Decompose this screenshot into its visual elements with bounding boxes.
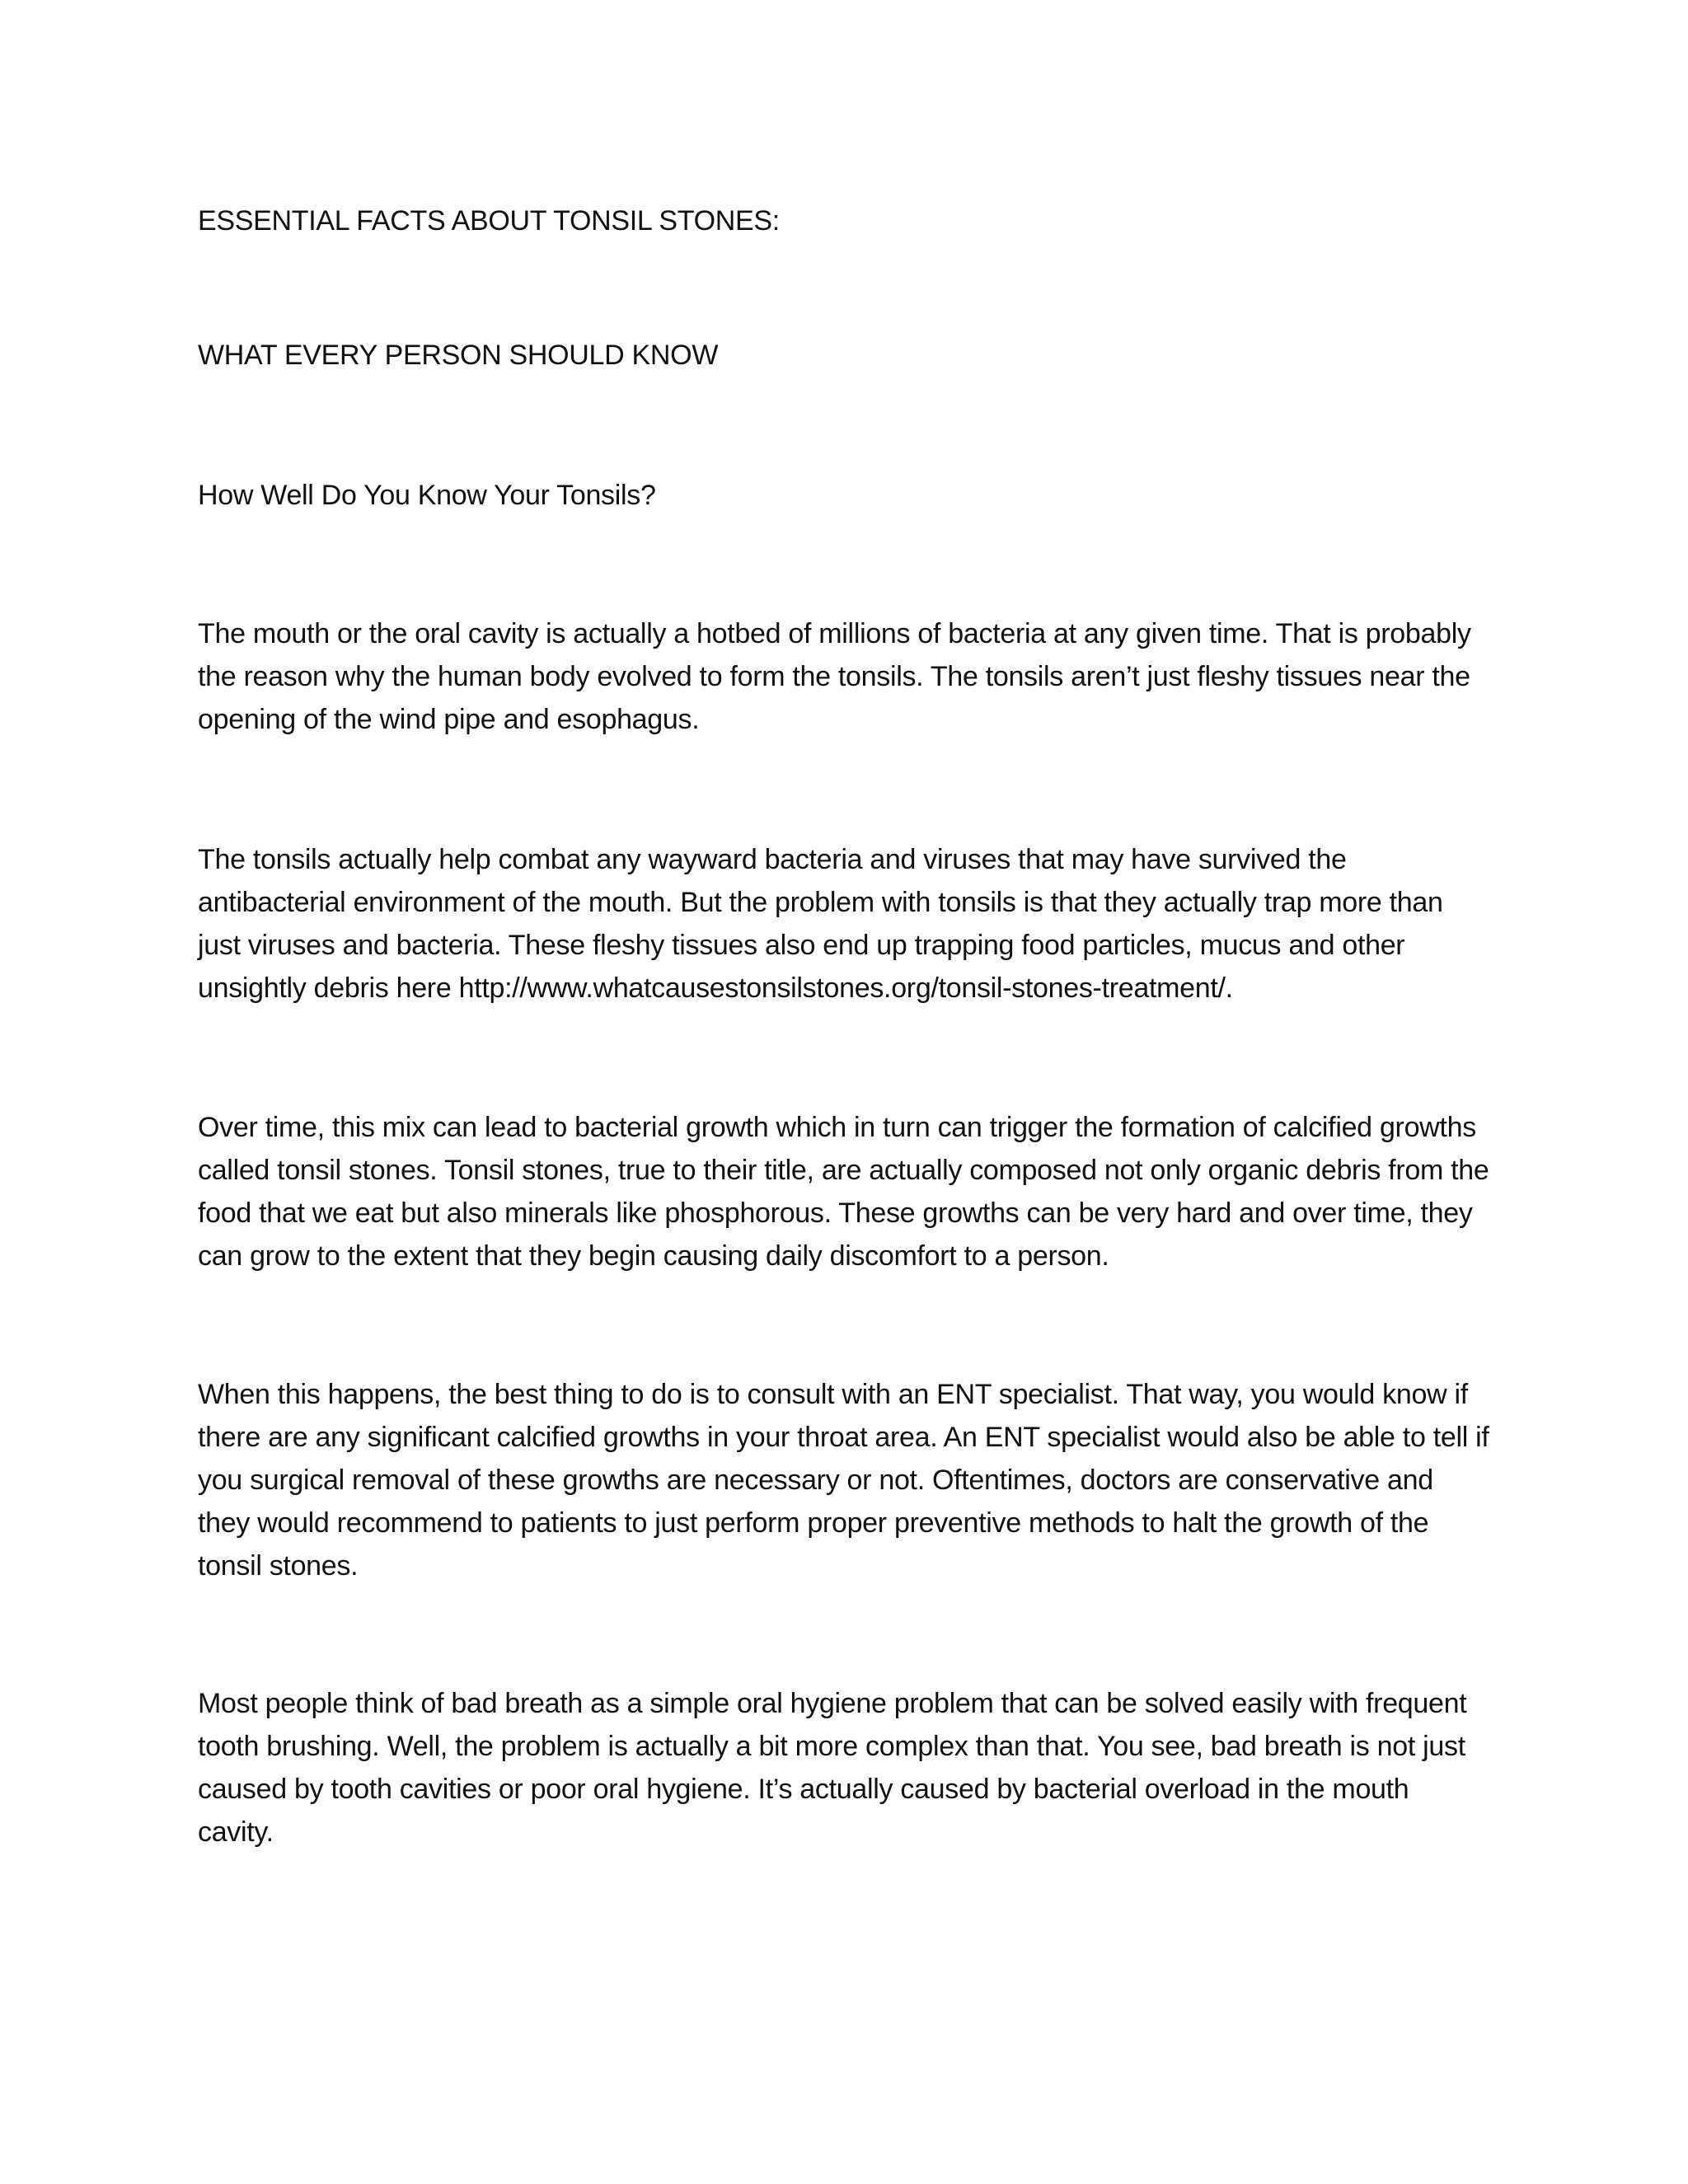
- paragraph-2: The tonsils actually help combat any wayward bacteria and viruses that may have survived the antibacterial environment of the mouth. But the problem with tonsils is that they actually trap more than just viruses and bacteria. These fleshy tissues also end up trapping food particles, mucus and other unsightly debris here http://www.whatcausestonsilstones.org/tonsil-stones-treatment/.: [198, 844, 1443, 1004]
- document-subtitle: WHAT EVERY PERSON SHOULD KNOW: [198, 340, 719, 371]
- paragraph-4: When this happens, the best thing to do is to consult with an ENT specialist. That way, you would know if there are any significant calcified growths in your throat area. An ENT specialist would also be able to tell if you surgical removal of these growths are necessary or not. Oftentimes, doctors are conservative and they would recommend to patients to just perform proper preventive methods to halt the growth of the tonsil stones.: [198, 1379, 1489, 1582]
- document-title: ESSENTIAL FACTS ABOUT TONSIL STONES:: [198, 205, 780, 237]
- section-heading: How Well Do You Know Your Tonsils?: [198, 480, 656, 511]
- paragraph-1: The mouth or the oral cavity is actually a hotbed of millions of bacteria at any given time. That is probably the reason why the human body evolved to form the tonsils. The tonsils aren’t just fleshy tissues near the opening of the wind pipe and esophagus.: [198, 618, 1471, 735]
- paragraph-5: Most people think of bad breath as a simple oral hygiene problem that can be solved easily with frequent tooth brushing. Well, the problem is actually a bit more complex than that. You see, bad breath is not just caused by tooth cavities or poor oral hygiene. It’s actually caused by bacterial overload in the mouth cavity.: [198, 1688, 1467, 1848]
- paragraph-3: Over time, this mix can lead to bacterial growth which in turn can trigger the formation of calcified growths called tonsil stones. Tonsil stones, true to their title, are actually composed not only organic debris from the food that we eat but also minerals like phosphorous. These growths can be very hard and over time, they can grow to the extent that they begin causing daily discomfort to a person.: [198, 1112, 1489, 1272]
